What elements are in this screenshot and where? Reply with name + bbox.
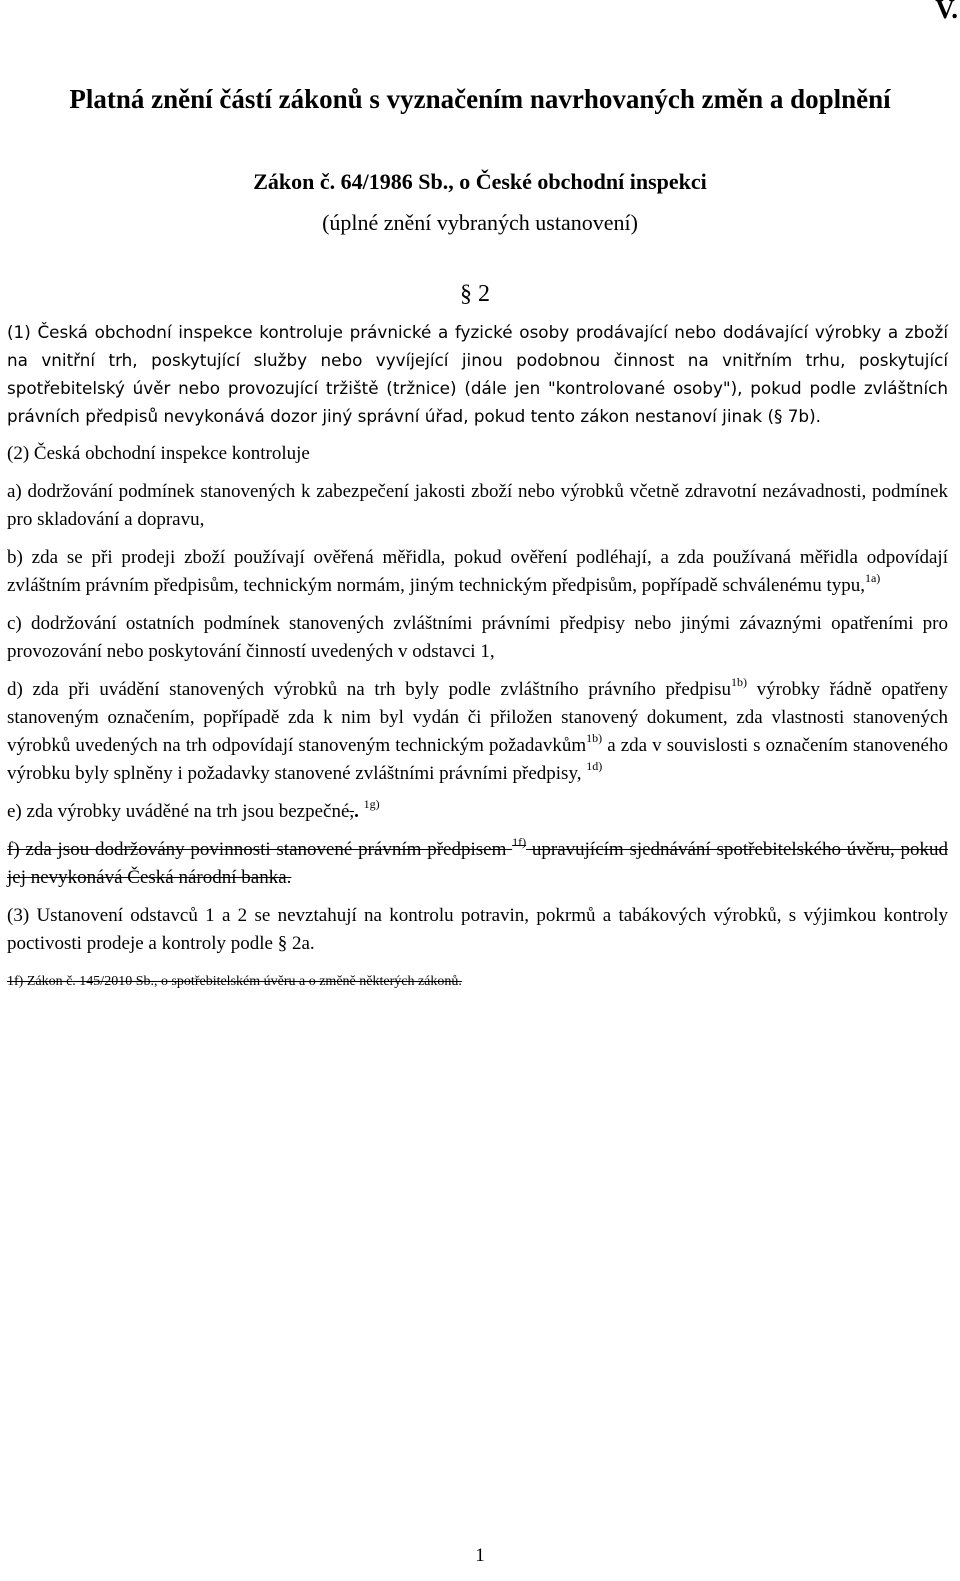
item-e-inserted-period: .	[354, 801, 359, 822]
item-d-text-2: výrobky řádně opatřeny stanoveným označením, popřípadě zda k nim byl vydán či přiložen stanovený dokument, zda vlastnosti stanovených výrobků uvedených na trh odpovídají stanoveným technickým požadavkům	[7, 679, 948, 756]
item-e-text: e) zda výrobky uváděné na trh jsou bezpečné	[7, 801, 350, 822]
paragraph-2: (2) Česká obchodní inspekce kontroluje	[7, 443, 310, 464]
item-e-deleted-comma: ,	[349, 801, 355, 822]
item-d-text-1: d) zda při uvádění stanovených výrobků na trh byly podle zvláštního právního předpisu	[7, 679, 731, 700]
item-a: a) dodržování podmínek stanovených k zabezpečení jakosti zboží nebo výrobků včetně zdravotní nezávadnosti, podmínek pro skladování a dopravu,	[7, 481, 948, 530]
law-title: Zákon č. 64/1986 Sb., o České obchodní inspekci	[253, 169, 707, 194]
item-d-text-3: a zda v souvislosti s označením stanoveného výrobku byly splněny i požadavky stanovené zvláštními právními předpisy,	[7, 735, 948, 784]
item-d-footnote-ref-3: 1d)	[586, 759, 603, 773]
paragraph-3: (3) Ustanovení odstavců 1 a 2 se nevztahují na kontrolu potravin, pokrmů a tabákových výrobků, s výjimkou kontroly poctivosti prodeje a kontroly podle § 2a.	[7, 905, 948, 954]
item-b-text: b) zda se při prodeji zboží používají ověřená měřidla, pokud ověření podléhají, a zda používaná měřidla odpovídají zvláštním právním předpisům, technickým normám, jiným technickým předpisům, popřípadě schválenému typu,	[7, 547, 948, 596]
item-d-footnote-ref-2: 1b)	[586, 731, 603, 745]
paragraph-1: (1) Česká obchodní inspekce kontroluje právnické a fyzické osoby prodávající nebo dodávající výrobky a zboží na vnitřní trh, poskytující služby nebo vyvíjející jinou podobnou činnost na vnitřním trhu, poskytující spotřebitelský úvěr nebo provozující tržiště (tržnice) (dále jen "kontrolované osoby"), pokud podle zvláštních právních předpisů nevykonává dozor jiný správní úřad, pokud tento zákon nestanoví jinak (§ 7b).	[7, 322, 948, 426]
item-b	[7, 544, 948, 600]
item-f-footnote-ref: 1f)	[512, 835, 527, 849]
page-number: 1	[475, 1545, 485, 1566]
roman-numeral: V.	[935, 0, 958, 24]
footnote-1f-deleted: 1f) Zákon č. 145/2010 Sb., o spotřebitelském úvěru a o změně některých zákonů.	[7, 974, 462, 989]
item-d-footnote-ref-1: 1b)	[730, 675, 747, 689]
item-c: c) dodržování ostatních podmínek stanovených zvláštními právními předpisy nebo jinými závaznými opatřeními pro provozování nebo poskytování činností uvedených v odstavci 1,	[7, 613, 948, 662]
document-title: Platná znění částí zákonů s vyznačením navrhovaných změn a doplnění	[69, 84, 891, 114]
item-f-text-1: f) zda jsou dodržovány povinnosti stanovené právním předpisem	[7, 839, 507, 860]
document-body	[7, 318, 948, 996]
item-f-text-2: upravujícím sjednávání spotřebitelského úvěru, pokud jej nevykonává Česká národní banka.	[7, 839, 949, 888]
item-e-footnote-ref: 1g)	[363, 797, 380, 811]
item-b-footnote-ref: 1a)	[864, 571, 881, 585]
item-f-deleted	[7, 836, 948, 892]
law-subtitle: (úplné znění vybraných ustanovení)	[322, 210, 638, 235]
section-heading: § 2	[460, 281, 490, 307]
item-e	[7, 798, 948, 826]
item-d	[7, 676, 948, 788]
